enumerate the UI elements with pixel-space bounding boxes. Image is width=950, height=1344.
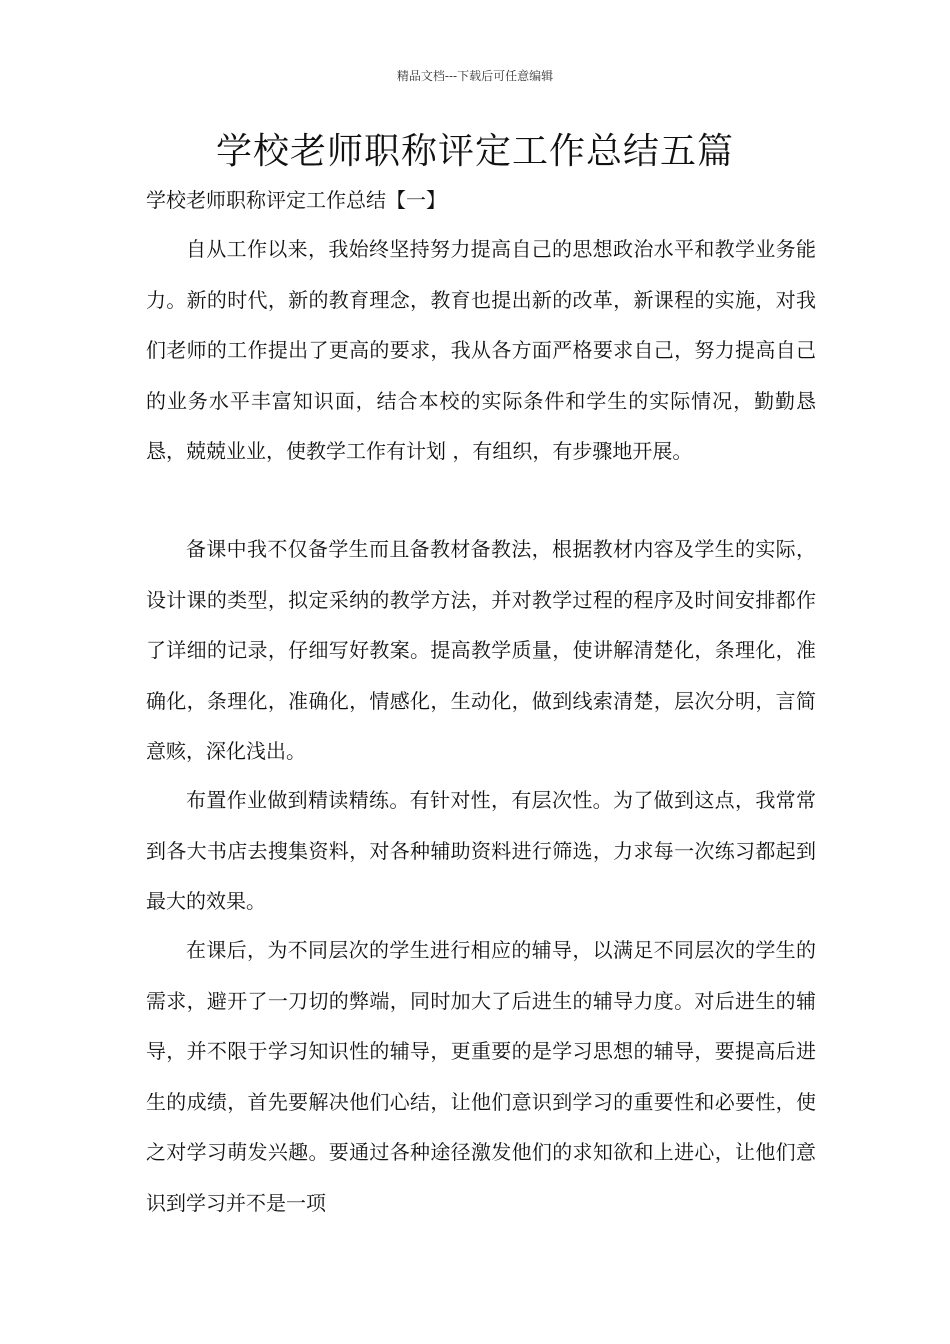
page-header-note: 精品文档---下载后可任意编辑 (396, 69, 554, 83)
paragraph-1: 自从工作以来，我始终坚持努力提高自己的思想政治水平和教学业务能力。新的时代，新的教育理念，教育也提出新的改革，新课程的实施，对我们老师的工作提出了更高的要求，我从各方面严格要求自己，努力提高自己的业务水平丰富知识面，结合本校的实际条件和学生的实际情况，勤勤恳恳，兢兢业业，使教学工作有计划 ，有组织，有步骤地开展。 (146, 237, 816, 463)
paragraph-block-2 (146, 524, 816, 777)
document-title: 学校老师职称评定工作总结五篇 (215, 131, 734, 172)
section-heading: 学校老师职称评定工作总结【一】 (146, 188, 446, 212)
paragraph-block-1 (146, 224, 816, 477)
paragraph-block-4 (146, 925, 816, 1228)
paragraph-2: 备课中我不仅备学生而且备教材备教法，根据教材内容及学生的实际，设计课的类型，拟定采纳的教学方法，并对教学过程的程序及时间安排都作了详细的记录，仔细写好教案。提高教学质量，使讲解清楚化，条理化，准确化，条理化，准确化，情感化，生动化，做到线索清楚，层次分明，言简意赅，深化浅出。 (146, 537, 816, 763)
paragraph-block-3 (146, 775, 816, 927)
paragraph-4: 在课后，为不同层次的学生进行相应的辅导，以满足不同层次的学生的需求，避开了一刀切的弊端，同时加大了后进生的辅导力度。对后进生的辅导，并不限于学习知识性的辅导，更重要的是学习思想的辅导，要提高后进生的成绩，首先要解决他们心结，让他们意识到学习的重要性和必要性，使之对学习萌发兴趣。要通过各种途径激发他们的求知欲和上进心，让他们意识到学习并不是一项 (146, 938, 816, 1215)
paragraph-3: 布置作业做到精读精练。有针对性，有层次性。为了做到这点，我常常到各大书店去搜集资料，对各种辅助资料进行筛选，力求每一次练习都起到最大的效果。 (146, 788, 816, 913)
